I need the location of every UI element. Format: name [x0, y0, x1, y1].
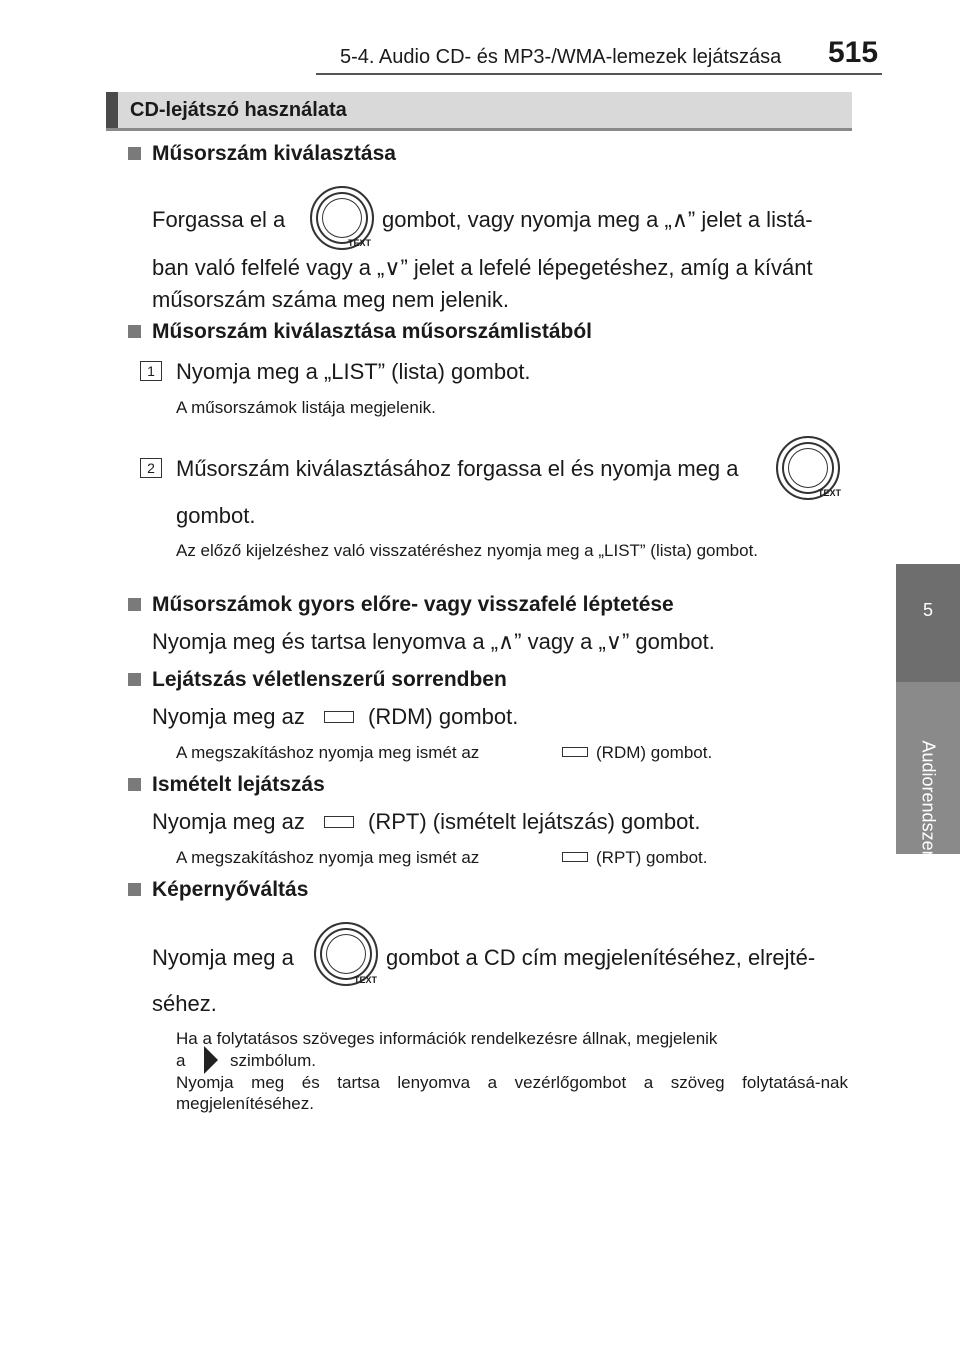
- knob-text-label: TEXT: [818, 488, 842, 498]
- subheading-track-select: Műsorszám kiválasztása: [152, 142, 396, 165]
- subheading-random: Lejátszás véletlenszerű sorrendben: [152, 668, 507, 691]
- step-note: A műsorszámok listája megjelenik.: [176, 398, 436, 417]
- knob-text-label: TEXT: [354, 975, 378, 985]
- paragraph-note: (RDM) gombot.: [596, 743, 713, 762]
- paragraph-line: Nyomja meg a: [152, 945, 294, 970]
- paragraph-line: Nyomja meg az: [152, 809, 305, 834]
- subheading-repeat: Ismételt lejátszás: [152, 773, 325, 796]
- step-text: Nyomja meg a „LIST” (lista) gombot.: [176, 359, 531, 384]
- paragraph-line: gombot, vagy nyomja meg a „∧” jelet a listá-: [382, 207, 813, 232]
- square-bullet-icon: [128, 673, 141, 686]
- section-title: CD-lejátszó használata: [130, 99, 347, 121]
- paragraph-note: (RPT) gombot.: [596, 848, 708, 867]
- subheading-screen-change: Képernyőváltás: [152, 878, 309, 901]
- chapter-label: Audiorendszer: [918, 740, 939, 857]
- chapter-header-title: 5-4. Audio CD- és MP3-/WMA-lemezek lejátszása: [340, 46, 782, 68]
- square-bullet-icon: [128, 147, 141, 160]
- step-note: Az előző kijelzéshez való visszatéréshez nyomja meg a „LIST” (lista) gombot.: [176, 541, 759, 560]
- paragraph-note: a: [176, 1051, 186, 1070]
- chapter-number: 5: [922, 600, 933, 620]
- square-bullet-icon: [128, 883, 141, 896]
- preset-button-icon: [324, 816, 354, 828]
- preset-button-icon: [562, 747, 588, 757]
- paragraph-line: (RDM) gombot.: [368, 704, 519, 729]
- paragraph-note: A megszakításhoz nyomja meg ismét az: [176, 848, 480, 867]
- header-rule: [316, 73, 882, 75]
- paragraph-line: séhez.: [152, 991, 217, 1016]
- step-text: Műsorszám kiválasztásához forgassa el és nyomja meg a: [176, 456, 739, 481]
- paragraph-line: Nyomja meg az: [152, 704, 305, 729]
- paragraph-line: (RPT) (ismételt lejátszás) gombot.: [368, 809, 701, 834]
- up-arrow-icon: ∧: [671, 207, 688, 232]
- paragraph-line: gombot a CD cím megjelenítéséhez, elrejté-: [386, 945, 816, 970]
- paragraph-line: műsorszám száma meg nem jelenik.: [152, 287, 510, 312]
- subheading-fast-skip: Műsorszámok gyors előre- vagy visszafelé léptetése: [152, 593, 674, 616]
- paragraph-line: Forgassa el a: [152, 207, 286, 232]
- paragraph-note: A megszakításhoz nyomja meg ismét az: [176, 743, 480, 762]
- paragraph-line: ban való felfelé vagy a „∨” jelet a lefelé lépegetéshez, amíg a kívánt: [152, 255, 813, 280]
- step-number-box: 1: [140, 361, 162, 381]
- scroll-arrow-icon: [204, 1046, 218, 1074]
- down-arrow-icon: ∨: [605, 629, 622, 654]
- preset-button-icon: [562, 852, 588, 862]
- section-heading-underline: [106, 128, 852, 131]
- square-bullet-icon: [128, 598, 141, 611]
- paragraph-line: Nyomja meg és tartsa lenyomva a „∧” vagy a „∨” gombot.: [152, 629, 715, 654]
- step-number-box: 2: [140, 458, 162, 478]
- step-text: gombot.: [176, 503, 256, 528]
- square-bullet-icon: [128, 778, 141, 791]
- preset-button-icon: [324, 711, 354, 723]
- paragraph-note: Nyomja meg és tartsa lenyomva a vezérlőgombot a szöveg folytatásá-nak megjelenítéséhez.: [176, 1073, 848, 1113]
- up-arrow-icon: ∧: [498, 629, 515, 654]
- paragraph-note: Ha a folytatásos szöveges információk rendelkezésre állnak, megjelenik: [176, 1029, 718, 1048]
- knob-text-label: TEXT: [348, 238, 372, 248]
- subheading-track-list: Műsorszám kiválasztása műsorszámlistából: [152, 320, 593, 343]
- page-number: 515: [828, 36, 879, 69]
- chapter-tab: [896, 564, 960, 682]
- section-heading-bar: [106, 92, 118, 130]
- down-arrow-icon: ∨: [384, 255, 401, 280]
- square-bullet-icon: [128, 325, 141, 338]
- paragraph-note: szimbólum.: [230, 1051, 316, 1070]
